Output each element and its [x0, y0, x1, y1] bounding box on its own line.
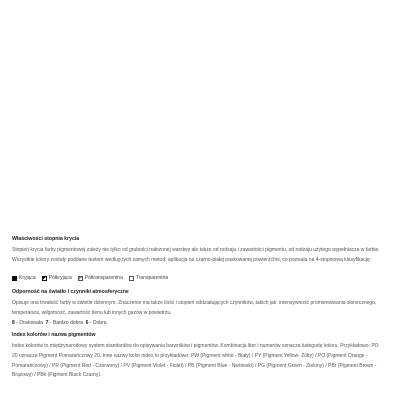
legend-label: Półkryjąca: [48, 275, 72, 281]
legend-label: Półtransparentna: [84, 275, 123, 281]
half-square-icon: [42, 276, 47, 281]
rating-value: 7: [45, 320, 49, 326]
rating-label: - Doskonała: [16, 320, 43, 326]
lightfastness-title: Odporność na światło i czynniki atmosferyczne: [12, 289, 129, 295]
lightfastness-description: Opisuje ona trwałość farby w świetle dziennym. Znaczenie ma także ilość i stopień oddziałujących czynników, takich jak: intensywność promieniowania słonecznego, temperatura, wilgotność, zawartość tlenu lub innych gazów w powietrzu.: [12, 300, 377, 316]
empty-square-icon: [129, 276, 134, 281]
opacity-description: Stopień krycia farby pigmentowej zależy nie tylko od grubości nałożonej warstwy ale także od rodzaju i zawartości pigmentu, od rodzaju użytego wypełniacza w farbie. Wszystkie kolory zostały poddane testom według tych samych metod: aplikacja na czarno-białej paskowanej powierzchni, co pozwala na 4-stopniową klasyfikację:: [12, 247, 380, 263]
rating-label: - Dobra: [89, 320, 107, 326]
legend-item-semi-transparent: [78, 275, 123, 281]
rating-label: - Bardzo dobra: [49, 320, 83, 326]
legend-item-semi-opaque: [42, 275, 72, 281]
opacity-title: Właściwości stopnia krycia: [12, 236, 80, 242]
half-light-square-icon: [78, 276, 83, 281]
full-square-icon: [12, 276, 17, 281]
legend-item-opaque: [12, 275, 36, 281]
opacity-legend: [12, 275, 174, 281]
colour-index-description: Index kolorów to międzynarodowy system standardów do opisywania barwników i pigmentów. Kombinacja liter i numerów oznacza kategorię koloru. Przykładowo: PO 20 oznacza Pigment Pomarańczowy 20. Inne nazwy kolor index to przykładowo: PW (Pigment white - Biały) / PY (Pigment Yellow- Żółty) / PO (Pigment Orange - Pomarańczowy) / PR (Pigment Red - Czerwony) / PV (Pigment Violet - Fiolet) / PB (Pigment Blue - Niebieski) / PG (Pigment Green - Zielony) / PBr (Pigment Brown - Brązowy) / PBk (Pigment Black Czarny).: [12, 343, 379, 379]
legend-label: Kryjąca: [19, 275, 36, 281]
rating-value: 6: [85, 320, 89, 326]
lightfastness-ratings: [12, 320, 107, 326]
rating-value: 8: [12, 320, 15, 326]
colour-index-title: Index kolorów i nazwa pigmentów: [12, 332, 96, 338]
legend-label: Transparentna: [135, 275, 169, 281]
legend-item-transparent: [129, 275, 168, 281]
